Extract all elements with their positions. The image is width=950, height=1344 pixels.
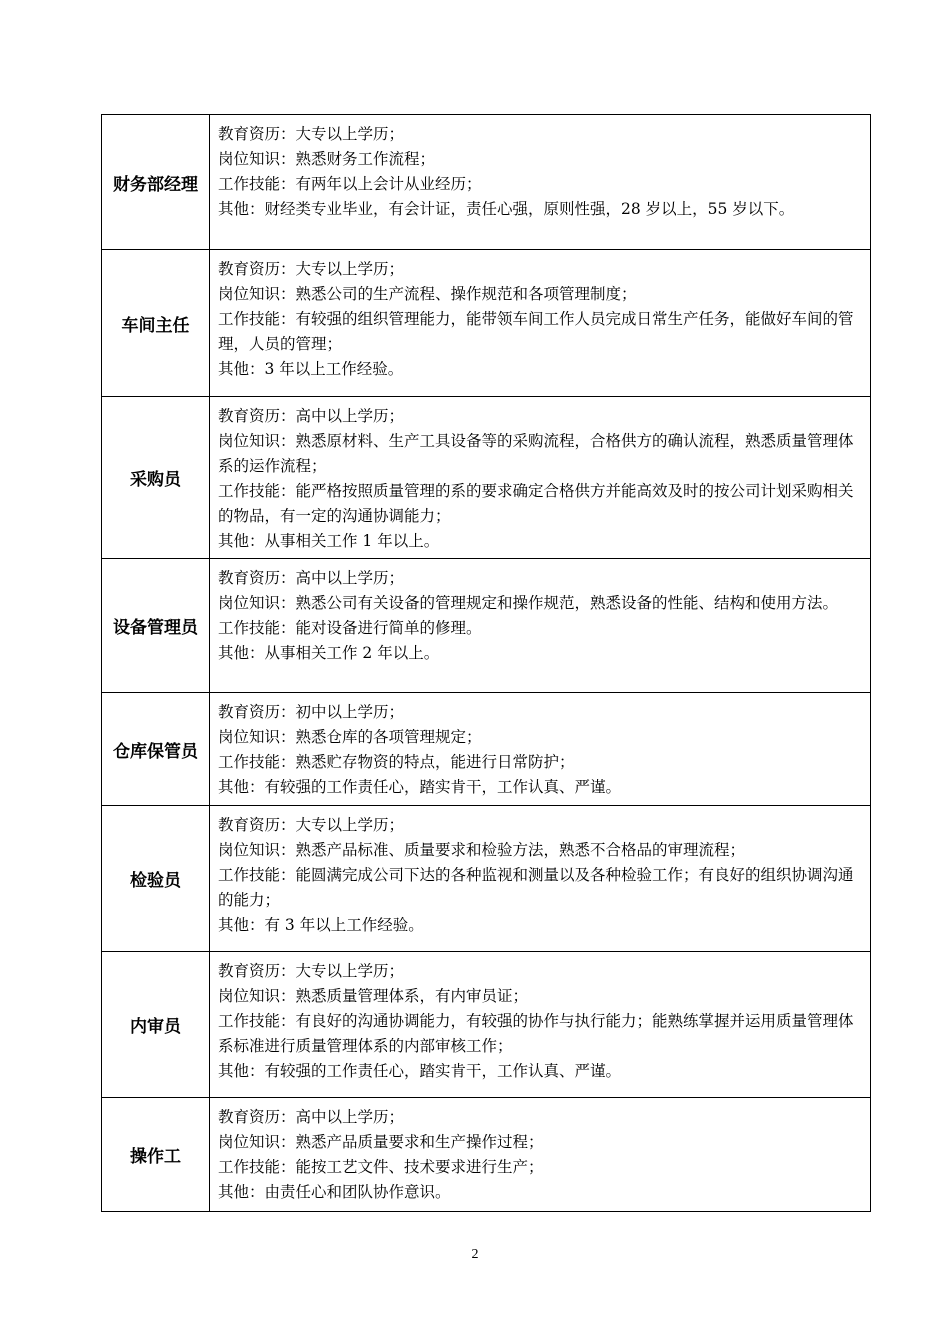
table-row (102, 397, 871, 559)
position-requirements (210, 397, 871, 559)
requirement-line: 工作技能：有两年以上会计从业经历； (218, 175, 482, 193)
requirement-line: 教育资历：大专以上学历； (218, 260, 405, 278)
requirement-line: 工作技能：有良好的沟通协调能力，有较强的协作与执行能力；能熟练掌握并运用质量管理体系标准进行质量管理体系的内部审核工作； (218, 1012, 854, 1055)
position-title: 检验员 (102, 806, 210, 952)
position-requirements (210, 115, 871, 250)
position-requirements (210, 1098, 871, 1212)
requirement-line: 其他：从事相关工作 1 年以上。 (218, 532, 440, 550)
requirement-line: 岗位知识：熟悉公司的生产流程、操作规范和各项管理制度； (218, 285, 637, 303)
position-title: 操作工 (102, 1098, 210, 1212)
job-requirements-table (101, 114, 871, 1212)
requirement-line: 其他：从事相关工作 2 年以上。 (218, 644, 440, 662)
requirement-line: 教育资历：初中以上学历； (218, 703, 405, 721)
table-row (102, 693, 871, 806)
position-requirements (210, 806, 871, 952)
requirement-line: 工作技能：有较强的组织管理能力，能带领车间工作人员完成日常生产任务，能做好车间的管理，人员的管理； (218, 310, 854, 353)
requirement-line: 其他：有较强的工作责任心，踏实肯干，工作认真、严谨。 (218, 778, 622, 796)
position-title: 设备管理员 (102, 559, 210, 693)
requirement-line: 工作技能：能圆满完成公司下达的各种监视和测量以及各种检验工作；有良好的组织协调沟通的能力； (218, 866, 854, 909)
position-title: 车间主任 (102, 250, 210, 397)
position-title: 采购员 (102, 397, 210, 559)
requirement-line: 工作技能：熟悉贮存物资的特点，能进行日常防护； (218, 753, 575, 771)
requirement-line: 教育资历：大专以上学历； (218, 816, 405, 834)
requirement-line: 教育资历：高中以上学历； (218, 407, 405, 425)
requirement-line: 教育资历：大专以上学历； (218, 962, 405, 980)
requirement-line: 岗位知识：熟悉产品标准、质量要求和检验方法，熟悉不合格品的审理流程； (218, 841, 746, 859)
requirement-line: 岗位知识：熟悉质量管理体系，有内审员证； (218, 987, 529, 1005)
page-number: 2 (471, 1247, 479, 1262)
position-requirements (210, 693, 871, 806)
requirement-line: 其他：由责任心和团队协作意识。 (218, 1183, 451, 1201)
requirement-line: 教育资历：高中以上学历； (218, 1108, 405, 1126)
position-title: 内审员 (102, 952, 210, 1098)
requirement-line: 岗位知识：熟悉财务工作流程； (218, 150, 436, 168)
requirement-line: 工作技能：能对设备进行简单的修理。 (218, 619, 482, 637)
position-requirements (210, 559, 871, 693)
requirement-line: 岗位知识：熟悉原材料、生产工具设备等的采购流程，合格供方的确认流程，熟悉质量管理体系的运作流程； (218, 432, 854, 475)
table-row (102, 115, 871, 250)
table-row (102, 806, 871, 952)
table-row (102, 559, 871, 693)
requirement-line: 岗位知识：熟悉仓库的各项管理规定； (218, 728, 482, 746)
position-requirements (210, 952, 871, 1098)
position-title: 仓库保管员 (102, 693, 210, 806)
table-row (102, 1098, 871, 1212)
requirement-line: 其他：有 3 年以上工作经验。 (218, 916, 424, 934)
requirement-line: 其他：3 年以上工作经验。 (218, 360, 404, 378)
requirement-line: 岗位知识：熟悉公司有关设备的管理规定和操作规范，熟悉设备的性能、结构和使用方法。 (218, 594, 839, 612)
requirement-line: 其他：有较强的工作责任心，踏实肯干，工作认真、严谨。 (218, 1062, 622, 1080)
requirement-line: 工作技能：能严格按照质量管理的系的要求确定合格供方并能高效及时的按公司计划采购相关的物品，有一定的沟通协调能力； (218, 482, 854, 525)
requirement-line: 教育资历：大专以上学历； (218, 125, 405, 143)
requirement-line: 工作技能：能按工艺文件、技术要求进行生产； (218, 1158, 544, 1176)
requirement-line: 其他：财经类专业毕业，有会计证，责任心强，原则性强，28 岁以上，55 岁以下。 (218, 200, 795, 218)
table-row (102, 250, 871, 397)
requirement-line: 教育资历：高中以上学历； (218, 569, 405, 587)
requirement-line: 岗位知识：熟悉产品质量要求和生产操作过程； (218, 1133, 544, 1151)
table-row (102, 952, 871, 1098)
position-requirements (210, 250, 871, 397)
position-title: 财务部经理 (102, 115, 210, 250)
